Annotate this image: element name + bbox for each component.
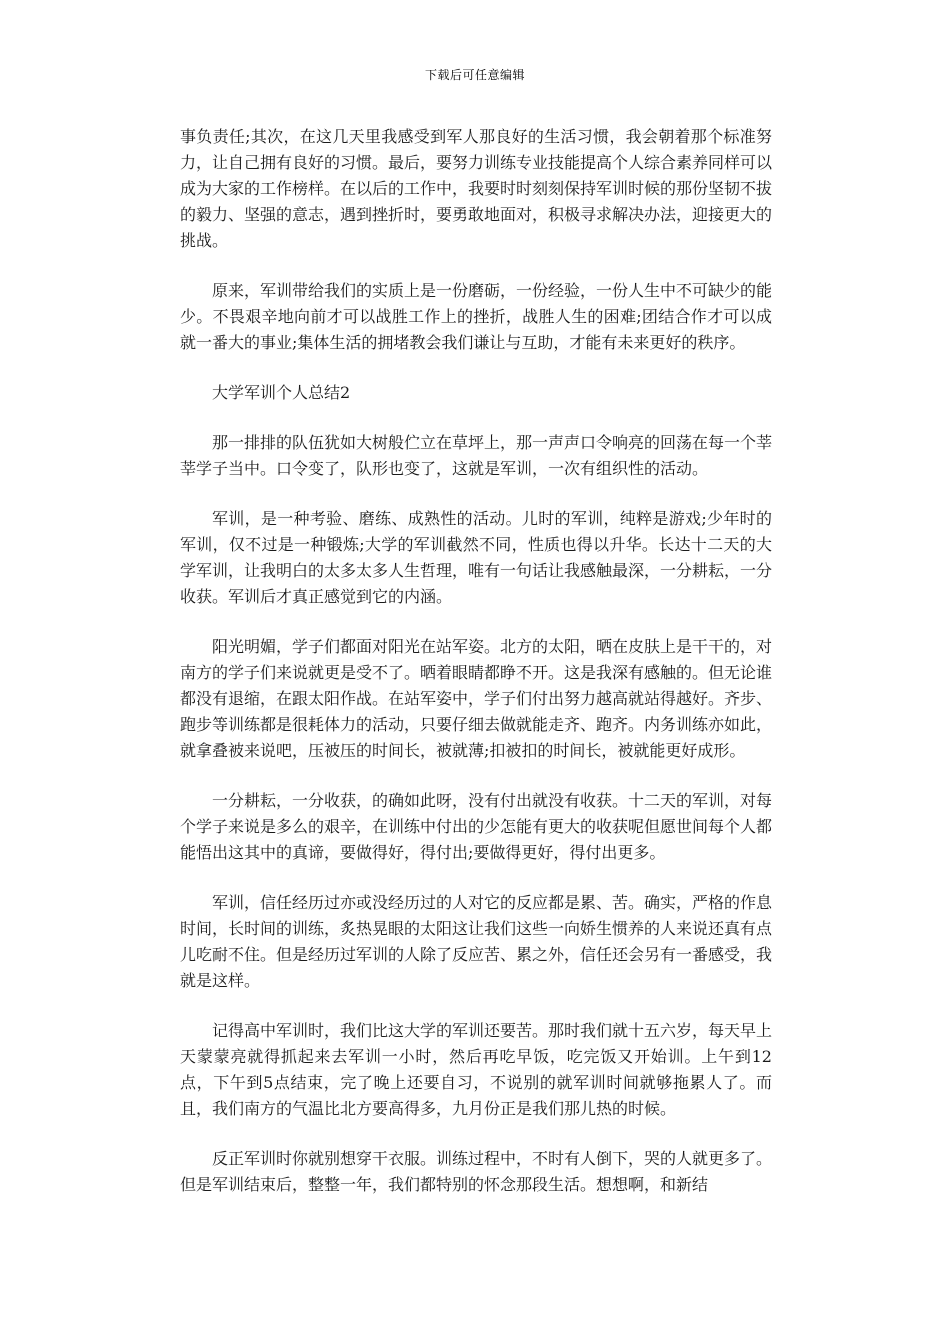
body-paragraph: 记得高中军训时，我们比这大学的军训还要苦。那时我们就十五六岁，每天早上天蒙蒙亮就得抓起来去军训一小时，然后再吃早饭，吃完饭又开始训。上午到12点，下午到5点结束，完了晚上还要自习，不说别的就军训时间就够拖累人了。而且，我们南方的气温比北方要高得多，九月份正是我们那儿热的时候。	[180, 1021, 773, 1118]
body-paragraph: 反正军训时你就别想穿干衣服。训练过程中，不时有人倒下，哭的人就更多了。但是军训结束后，整整一年，我们都特别的怀念那段生活。想想啊，和新结	[180, 1149, 773, 1194]
body-paragraph: 军训，是一种考验、磨练、成熟性的活动。儿时的军训，纯粹是游戏;少年时的军训，仅不过是一种锻炼;大学的军训截然不同，性质也得以升华。长达十二天的大学军训，让我明白的太多太多人生哲理，唯有一句话让我感触最深，一分耕耘，一分收获。军训后才真正感觉到它的内涵。	[180, 509, 773, 606]
section-heading: 大学军训个人总结2	[212, 383, 351, 402]
body-paragraph: 原来，军训带给我们的实质上是一份磨砺，一份经验，一份人生中不可缺少的能少。不畏艰辛地向前才可以战胜工作上的挫折，战胜人生的困难;团结合作才可以成就一番大的事业;集体生活的拥堵教会我们谦让与互助，才能有未来更好的秩序。	[180, 281, 773, 352]
body-paragraph: 阳光明媚，学子们都面对阳光在站军姿。北方的太阳，晒在皮肤上是干干的，对南方的学子们来说就更是受不了。晒着眼睛都睁不开。这是我深有感触的。但无论谁都没有退缩，在跟太阳作战。在站军姿中，学子们付出努力越高就站得越好。齐步、跑步等训练都是很耗体力的活动，只要仔细去做就能走齐、跑齐。内务训练亦如此，就拿叠被来说吧，压被压的时间长，被就薄;扣被扣的时间长，被就能更好成形。	[180, 637, 773, 760]
body-paragraph: 一分耕耘，一分收获，的确如此呀，没有付出就没有收获。十二天的军训，对每个学子来说是多么的艰辛，在训练中付出的少怎能有更大的收获呢但愿世间每个人都能悟出这其中的真谛，要做得好，得付出;要做得更好，得付出更多。	[180, 791, 773, 862]
body-paragraph: 那一排排的队伍犹如大树般伫立在草坪上，那一声声口令响亮的回荡在每一个莘莘学子当中。口令变了，队形也变了，这就是军训，一次有组织性的活动。	[180, 433, 773, 478]
body-paragraph: 军训，信任经历过亦或没经历过的人对它的反应都是累、苦。确实，严格的作息时间，长时间的训练，炙热晃眼的太阳这让我们这些一向娇生惯养的人来说还真有点儿吃耐不住。但是经历过军训的人除了反应苦、累之外，信任还会另有一番感受，我就是这样。	[180, 893, 773, 990]
document-body	[180, 124, 772, 1222]
page-header-note: 下载后可任意编辑	[424, 68, 525, 82]
body-paragraph: 事负责任;其次，在这几天里我感受到军人那良好的生活习惯，我会朝着那个标准努力，让自己拥有良好的习惯。最后，要努力训练专业技能提高个人综合素养同样可以成为大家的工作榜样。在以后的工作中，我要时时刻刻保持军训时候的那份坚韧不拔的毅力、坚强的意志，遇到挫折时，要勇敢地面对，积极寻求解决办法，迎接更大的挑战。	[180, 127, 773, 250]
